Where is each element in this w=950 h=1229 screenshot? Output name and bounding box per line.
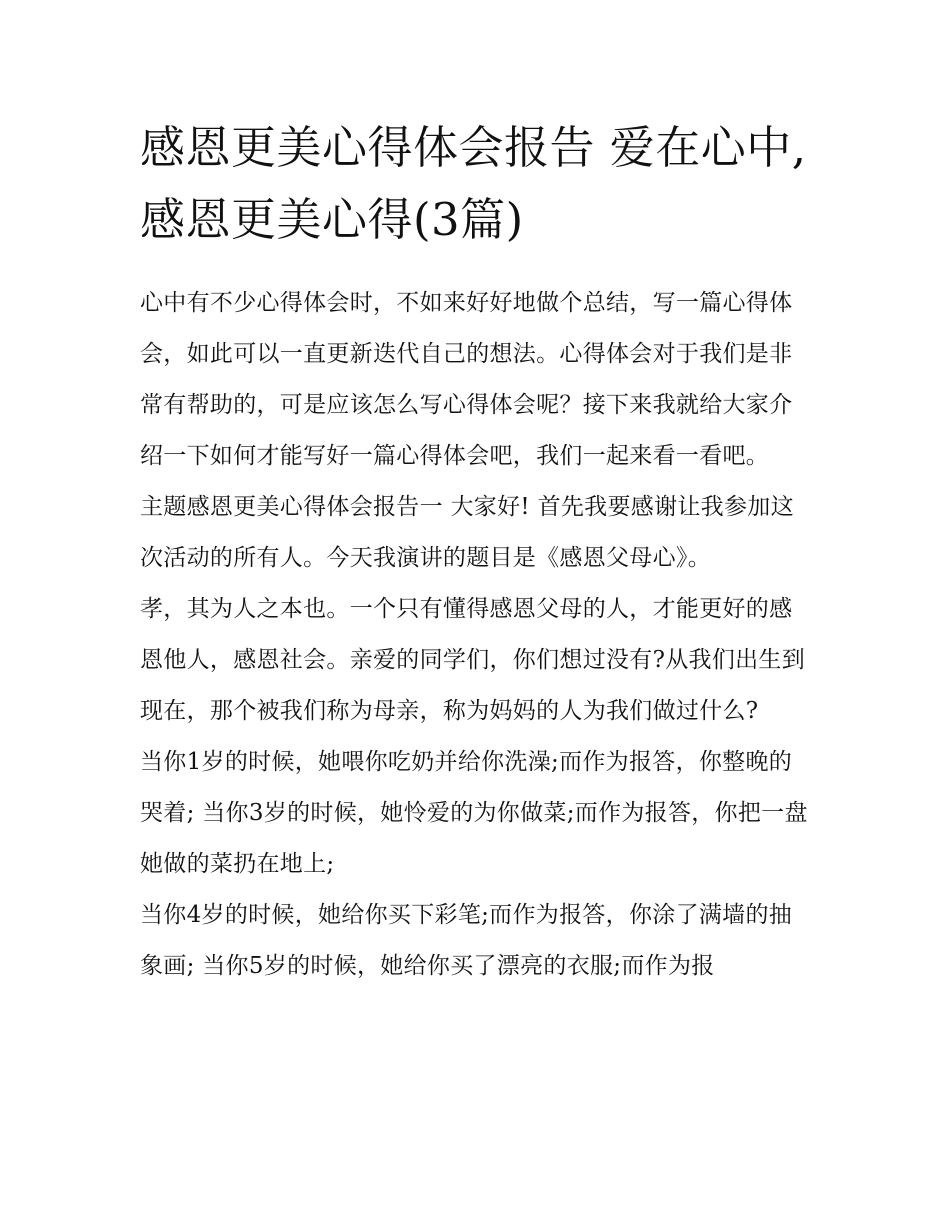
paragraph-opening: 主题感恩更美心得体会报告一 大家好! 首先我要感谢让我参加这次活动的所有人。今天我演讲的题目是《感恩父母心》。: [140, 494, 794, 571]
paragraph-intro: 心中有不少心得体会时，不如来好好地做个总结，写一篇心得体会，如此可以一直更新迭代自己的想法。心得体会对于我们是非常有帮助的，可是应该怎么写心得体会呢？接下来我就给大家介绍一下如何才能写好一篇心得体会吧，我们一起来看一看吧。: [140, 290, 793, 469]
paragraph-filial-piety: 孝，其为人之本也。一个只有懂得感恩父母的人，才能更好的感恩他人，感恩社会。亲爱的同学们，你们想过没有?从我们出生到现在，那个被我们称为母亲，称为妈妈的人为我们做过什么?: [140, 596, 806, 724]
document-title: 感恩更美心得体会报告 爱在心中,感恩更美心得(3篇): [140, 121, 807, 246]
document-body: [140, 112, 815, 992]
paragraph-age-1-3: 当你1岁的时候，她喂你吃奶并给你洗澡;而作为报答，你整晚的哭着; 当你3岁的时候，她怜爱的为你做菜;而作为报答，你把一盘她做的菜扔在地上;: [140, 749, 808, 877]
paragraph-age-4-5: 当你4岁的时候，她给你买下彩笔;而作为报答，你涂了满墙的抽象画; 当你5岁的时候，她给你买了漂亮的衣服;而作为报: [140, 902, 793, 979]
